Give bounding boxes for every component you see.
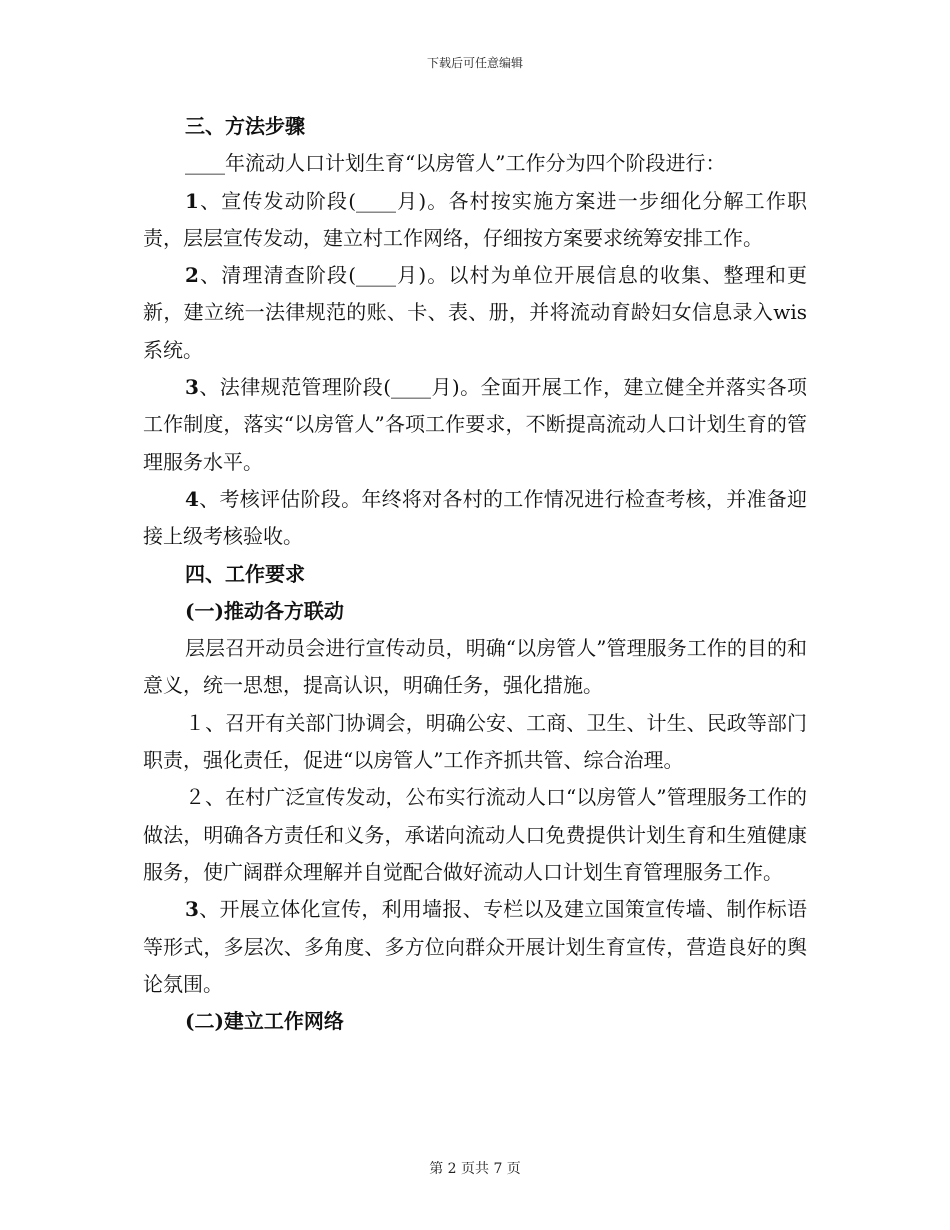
- page-header: 下载后可任意编辑: [426, 56, 523, 70]
- stage-4-number: 4: [185, 486, 199, 511]
- page-footer: 第 2 页共 7 页: [429, 1161, 521, 1177]
- intro-paragraph: ____年流动人口计划生育“以房管人”工作分为四个阶段进行：: [185, 151, 726, 176]
- stage-3-text: 、法律规范管理阶段(____月)。全面开展工作，建立健全并落实各项工作制度，落实“以房管人”各项工作要求，不断提高流动人口计划生育的管理服务水平。: [143, 375, 807, 474]
- item-3-paragraph: [143, 891, 807, 1003]
- section-heading-4: 四、工作要求: [185, 561, 305, 586]
- item-3-text: 、开展立体化宣传，利用墙报、专栏以及建立国策宣传墙、制作标语等形式，多层次、多角度、多方位向群众开展计划生育宣传，营造良好的舆论氛围。: [143, 897, 807, 996]
- stage-2-number: 2: [185, 263, 199, 288]
- item-2-paragraph: ２、在村广泛宣传发动，公布实行流动人口“以房管人”管理服务工作的做法，明确各方责任和义务，承诺向流动人口免费提供计划生育和生殖健康服务，使广阔群众理解并自觉配合做好流动人口计划生育管理服务工作。: [143, 785, 807, 884]
- document-body: [143, 108, 807, 1040]
- stage-3-paragraph: [143, 369, 807, 481]
- stage-1-number: 1: [185, 188, 199, 213]
- stage-2-paragraph: [143, 257, 807, 369]
- stage-1-text: 、宣传发动阶段(____月)。各村按实施方案进一步细化分解工作职责，层层宣传发动，建立村工作网络，仔细按方案要求统筹安排工作。: [143, 188, 807, 250]
- mobilization-paragraph: 层层召开动员会进行宣传动员，明确“以房管人”管理服务工作的目的和意义，统一思想，提高认识，明确任务，强化措施。: [143, 636, 807, 698]
- stage-4-paragraph: [143, 481, 807, 556]
- stage-2-text: 、清理清查阶段(____月)。以村为单位开展信息的收集、整理和更新，建立统一法律规范的账、卡、表、册，并将流动育龄妇女信息录入wis系统。: [143, 263, 807, 362]
- subsection-heading-2: (二)建立工作网络: [185, 1009, 344, 1034]
- subsection-heading-1: (一)推动各方联动: [185, 598, 344, 623]
- stage-1-paragraph: [143, 183, 807, 258]
- item-1-paragraph: １、召开有关部门协调会，明确公安、工商、卫生、计生、民政等部门职责，强化责任，促进“以房管人”工作齐抓共管、综合治理。: [143, 710, 807, 773]
- section-heading-3: 三、方法步骤: [185, 114, 305, 138]
- item-3-number: 3: [185, 897, 199, 922]
- stage-4-text: 、考核评估阶段。年终将对各村的工作情况进行检查考核，并准备迎接上级考核验收。: [143, 486, 807, 549]
- stage-3-number: 3: [185, 375, 199, 400]
